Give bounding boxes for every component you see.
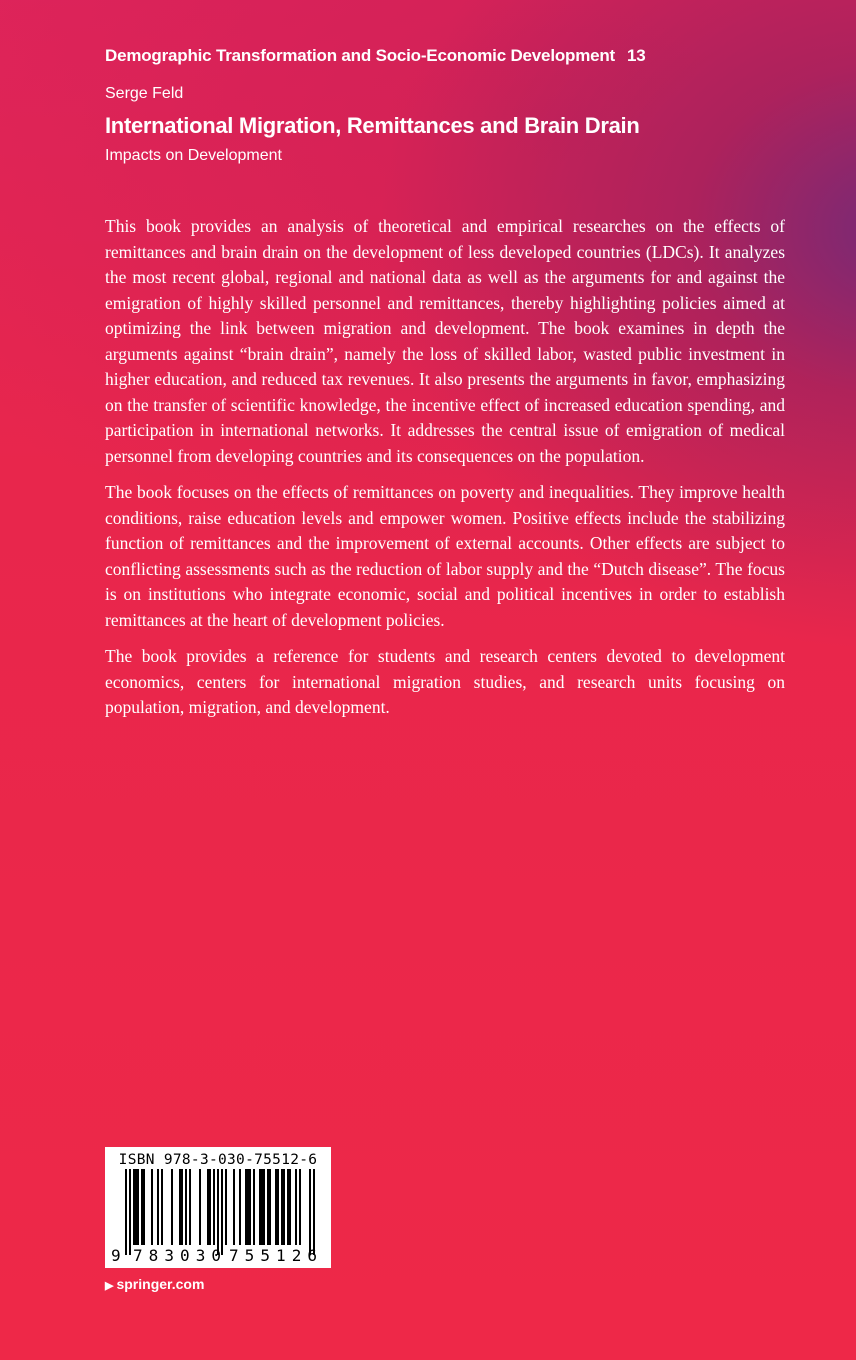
publisher-link[interactable] bbox=[105, 1276, 204, 1292]
isbn-barcode bbox=[105, 1147, 331, 1268]
barcode-guard-bar bbox=[309, 1169, 311, 1255]
barcode-bar bbox=[133, 1169, 135, 1245]
barcode-bar bbox=[157, 1169, 159, 1245]
barcode-bar bbox=[143, 1169, 145, 1245]
barcode-bar bbox=[213, 1169, 215, 1245]
barcode-bar bbox=[233, 1169, 235, 1245]
author-name: Serge Feld bbox=[105, 85, 184, 102]
barcode-right-digits: 755126 bbox=[229, 1246, 317, 1265]
barcode-bar bbox=[259, 1169, 261, 1245]
book-title: International Migration, Remittances and Brain Drain bbox=[105, 113, 640, 138]
barcode-guard-bar bbox=[129, 1169, 131, 1255]
barcode-bar bbox=[245, 1169, 247, 1245]
description-paragraph-3: The book provides a reference for students and research centers devoted to development economics, centers for international migration studies, and research units focusing on population, migration, and development. bbox=[105, 646, 785, 717]
barcode-bar bbox=[263, 1169, 265, 1245]
triangle-right-icon: ▶ bbox=[105, 1280, 114, 1292]
barcode-bar bbox=[181, 1169, 183, 1245]
description-paragraph-1: This book provides an analysis of theoretical and empirical researches on the effects of remittances and brain drain on the development of less developed countries (LDCs). It analyzes the most recent global, regional and national data as well as the arguments for and against the emigration of highly skilled personnel and remittances, thereby highlighting policies aimed at optimizing the link between migration and development. The book examines in depth the arguments against “brain drain”, namely the loss of skilled labor, wasted public investment in higher education, and reduced tax revenues. It also presents the arguments in favor, emphasizing on the transfer of scientific knowledge, the incentive effect of increased education spending, and participation in international networks. It addresses the central issue of emigration of medical personnel from developing countries and its consequences on the population. bbox=[105, 216, 785, 466]
barcode-bar bbox=[185, 1169, 187, 1245]
barcode-guard-bar bbox=[313, 1169, 315, 1255]
series-volume: 13 bbox=[627, 46, 646, 65]
barcode-bar bbox=[225, 1169, 227, 1245]
barcode-bar bbox=[269, 1169, 271, 1245]
series-title bbox=[105, 46, 646, 66]
barcode-bar bbox=[287, 1169, 289, 1245]
barcode-bar bbox=[171, 1169, 173, 1245]
barcode-bar bbox=[179, 1169, 181, 1245]
barcode-bar bbox=[207, 1169, 209, 1245]
barcode-bar bbox=[295, 1169, 297, 1245]
barcode-bar bbox=[151, 1169, 153, 1245]
book-subtitle: Impacts on Development bbox=[105, 147, 282, 164]
barcode-bar bbox=[199, 1169, 201, 1245]
barcode-first-digit: 9 bbox=[111, 1246, 121, 1265]
description-paragraph-2: The book focuses on the effects of remittances on poverty and inequalities. They improve health conditions, raise education levels and empower women. Positive effects include the stabilizing function of remittances and the improvement of external accounts. Other effects are subject to conflicting assessments such as the reduction of labor supply and the “Dutch disease”. The focus is on institutions who integrate economic, social and political incentives in order to establish remittances at the heart of development policies. bbox=[105, 482, 785, 630]
barcode-guard-bar bbox=[125, 1169, 127, 1255]
barcode-bar bbox=[135, 1169, 137, 1245]
barcode-bar bbox=[137, 1169, 139, 1245]
barcode-bar bbox=[281, 1169, 283, 1245]
barcode-guard-bar bbox=[221, 1169, 223, 1255]
barcode-bar bbox=[189, 1169, 191, 1245]
barcode-bar bbox=[209, 1169, 211, 1245]
barcode-bar bbox=[239, 1169, 241, 1245]
book-description bbox=[105, 214, 785, 732]
series-name: Demographic Transformation and Socio-Economic Development bbox=[105, 46, 616, 65]
barcode-bar bbox=[283, 1169, 285, 1245]
barcode-left-digits: 783030 bbox=[133, 1246, 221, 1265]
barcode-bar bbox=[141, 1169, 143, 1245]
barcode-bar bbox=[249, 1169, 251, 1245]
barcode-bar bbox=[253, 1169, 255, 1245]
barcode-bar bbox=[161, 1169, 163, 1245]
isbn-label: ISBN 978-3-030-75512-6 bbox=[118, 1152, 318, 1168]
barcode-bar bbox=[275, 1169, 277, 1245]
barcode-bar bbox=[277, 1169, 279, 1245]
barcode-guard-bar bbox=[217, 1169, 219, 1255]
barcode-bar bbox=[289, 1169, 291, 1245]
barcode-bar bbox=[261, 1169, 263, 1245]
barcode-bar bbox=[267, 1169, 269, 1245]
barcode-bar bbox=[247, 1169, 249, 1245]
barcode-bar bbox=[299, 1169, 301, 1245]
barcode-bars bbox=[105, 1147, 331, 1268]
publisher-website: springer.com bbox=[116, 1276, 205, 1292]
